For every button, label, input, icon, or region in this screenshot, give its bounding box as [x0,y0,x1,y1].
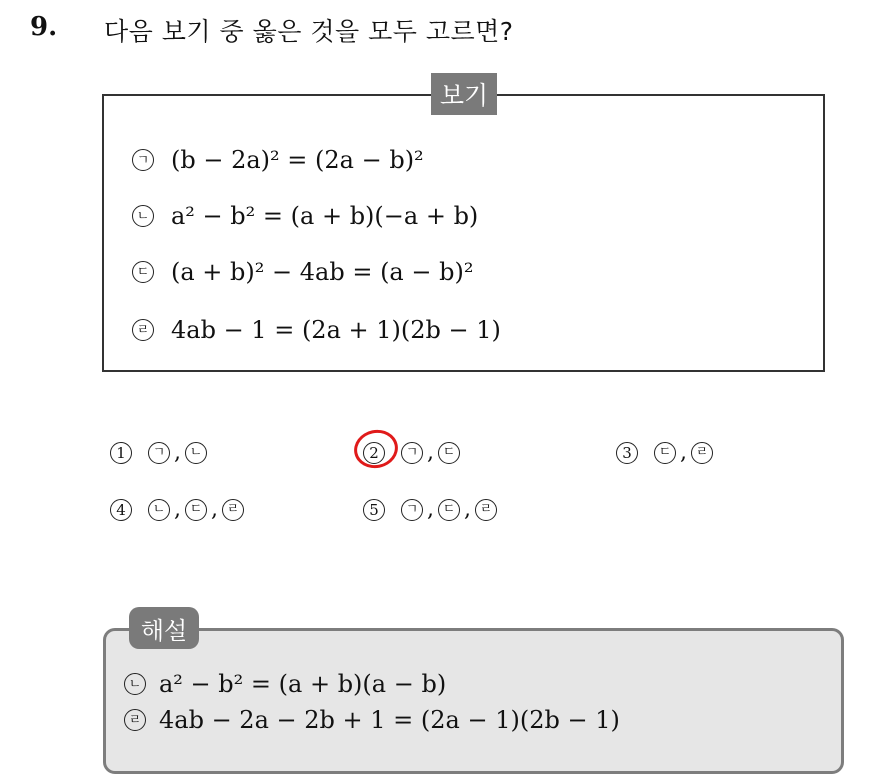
circled-mark: ㄹ [475,499,497,521]
circled-mark: ㄱ [148,442,170,464]
choice-options: ㄱ , ㄷ , ㄹ [401,497,500,522]
choice-4[interactable] [110,497,247,522]
circled-mark: ㄷ [654,442,676,464]
choice-options: ㄴ , ㄷ , ㄹ [148,497,247,522]
solution-expr: 4ab − 2a − 2b + 1 = (2a − 1)(2b − 1) [159,706,620,734]
circled-mark: ㄹ [222,499,244,521]
solution-label: 해설 [129,607,199,649]
bogi-label: 보기 [431,73,497,115]
choice-options: ㄱ , ㄷ [401,440,463,465]
bogi-expr: a² − b² = (a + b)(−a + b) [171,202,479,230]
circled-mark: ㄷ [438,442,460,464]
choice-number: 3 [616,442,638,464]
circled-mark: ㄱ [132,149,154,171]
question-text: 다음 보기 중 옳은 것을 모두 고르면? [104,17,514,46]
bogi-item-4 [132,316,501,344]
question-number: 9. [30,12,58,42]
choice-number: 4 [110,499,132,521]
choice-1[interactable] [110,440,210,465]
circled-mark: ㄷ [438,499,460,521]
circled-mark: ㄹ [132,319,154,341]
choice-options: ㄷ , ㄹ [654,440,716,465]
bogi-item-2 [132,202,478,230]
circled-mark: ㄹ [124,709,146,731]
circled-mark: ㄹ [691,442,713,464]
solution-line-1 [124,670,446,698]
circled-mark: ㄴ [132,205,154,227]
choice-number: 5 [363,499,385,521]
circled-mark: ㄱ [401,499,423,521]
circled-mark: ㄱ [401,442,423,464]
circled-mark: ㄴ [185,442,207,464]
circled-mark: ㄴ [148,499,170,521]
bogi-expr: (a + b)² − 4ab = (a − b)² [171,258,474,286]
bogi-item-3 [132,258,473,286]
choice-number: 2 [363,442,385,464]
solution-expr: a² − b² = (a + b)(a − b) [159,670,447,698]
circled-mark: ㄷ [185,499,207,521]
choice-3[interactable] [616,440,716,465]
bogi-item-1 [132,146,424,174]
choice-number: 1 [110,442,132,464]
solution-line-2 [124,706,620,734]
solution-box [103,628,844,774]
choice-5[interactable] [363,497,500,522]
choice-options: ㄱ , ㄴ [148,440,210,465]
bogi-expr: 4ab − 1 = (2a + 1)(2b − 1) [171,316,501,344]
circled-mark: ㄴ [124,673,146,695]
circled-mark: ㄷ [132,261,154,283]
bogi-expr: (b − 2a)² = (2a − b)² [171,146,424,174]
answer-mark-circle [351,426,402,472]
